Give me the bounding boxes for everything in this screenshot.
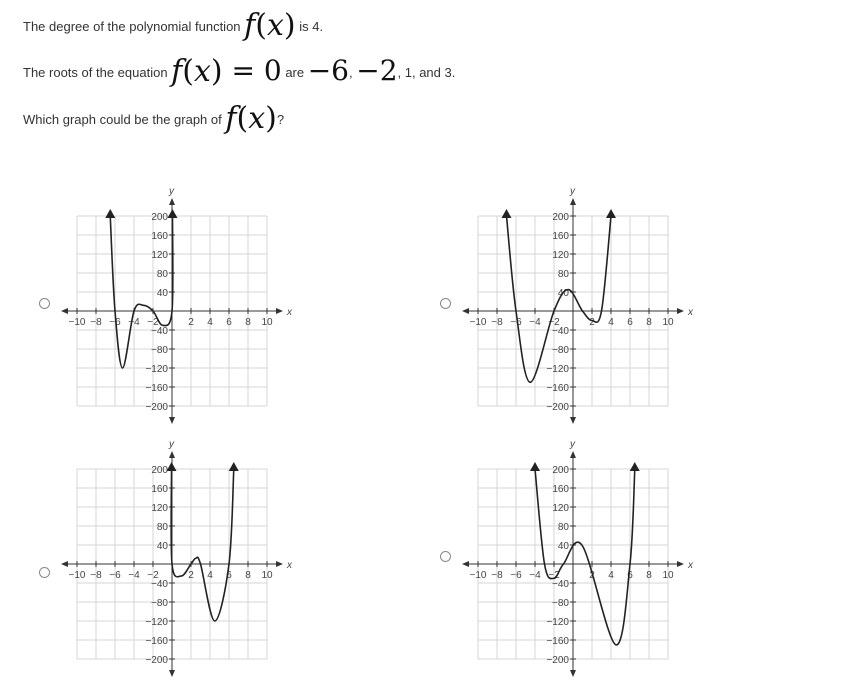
y-tick-label: −80 [552, 345, 569, 356]
curve-arrow-left [105, 209, 115, 218]
y-axis-arrow-up [570, 198, 576, 205]
x-tick-label: 6 [627, 317, 633, 328]
x-tick-label: 8 [646, 570, 652, 581]
x-axis-label: x [287, 307, 292, 318]
y-tick-label: 160 [151, 231, 168, 242]
q2-pre: The roots of the equation [23, 65, 172, 80]
x-tick-label: −10 [68, 570, 86, 581]
x-axis-arrow-right [677, 561, 684, 567]
y-axis-arrow-up [169, 451, 175, 458]
curve-arrow-right [167, 209, 177, 218]
x-tick-label: −4 [128, 317, 140, 328]
y-tick-label: −160 [546, 383, 569, 394]
option-a-radio[interactable] [39, 298, 50, 309]
q3-arg: x [248, 101, 266, 136]
x-tick-label: 4 [207, 317, 213, 328]
y-tick-label: −80 [151, 345, 168, 356]
q2-root2: −2 [356, 54, 398, 87]
curve-arrow-right [630, 462, 640, 471]
option-d-radio[interactable] [440, 551, 451, 562]
y-axis-arrow-down [570, 670, 576, 677]
y-tick-label: −120 [546, 617, 569, 628]
x-tick-label: 10 [662, 317, 674, 328]
curve-arrow-left [167, 462, 177, 471]
y-tick-label: 160 [552, 484, 569, 495]
y-tick-label: 40 [557, 288, 569, 299]
curve-arrow-left [502, 209, 512, 218]
y-tick-label: 200 [552, 212, 569, 223]
x-tick-label: −6 [109, 317, 121, 328]
x-tick-label: 6 [627, 570, 633, 581]
x-tick-label: 2 [589, 570, 595, 581]
y-tick-label: 200 [151, 465, 168, 476]
y-tick-label: 120 [151, 250, 168, 261]
q2-root1: −6 [307, 54, 349, 87]
x-tick-label: −4 [529, 317, 541, 328]
x-tick-label: 2 [188, 317, 194, 328]
y-axis-arrow-down [570, 417, 576, 424]
y-tick-label: −200 [546, 402, 569, 413]
x-tick-label: −8 [491, 317, 503, 328]
y-axis-arrow-up [169, 198, 175, 205]
x-tick-label: 8 [646, 317, 652, 328]
x-tick-label: −8 [491, 570, 503, 581]
x-axis-label: x [688, 307, 693, 318]
x-axis-arrow-left [462, 561, 469, 567]
x-tick-label: −10 [469, 570, 487, 581]
y-tick-label: 40 [156, 288, 168, 299]
y-tick-label: −120 [145, 364, 168, 375]
q1-func: f [244, 8, 256, 43]
graph-option-c [55, 436, 305, 676]
y-tick-label: −200 [546, 655, 569, 666]
x-tick-label: 6 [226, 570, 232, 581]
y-tick-label: 80 [557, 269, 569, 280]
q2-post: , 1, and 3. [397, 65, 456, 80]
curve-arrow-right [229, 462, 239, 471]
y-tick-label: 160 [151, 484, 168, 495]
curve-arrow-right [606, 209, 616, 218]
x-tick-label: −4 [529, 570, 541, 581]
x-tick-label: −2 [548, 570, 560, 581]
x-tick-label: −6 [510, 570, 522, 581]
q1-arg: x [266, 8, 284, 43]
x-tick-label: −10 [68, 317, 86, 328]
y-axis-label: y [570, 439, 575, 450]
option-b-radio[interactable] [440, 298, 451, 309]
graph-option-a [55, 183, 305, 423]
question-line-roots: The roots of the equation f(x) = 0 are −6, −2, 1, and 3. [23, 54, 456, 89]
y-tick-label: −120 [546, 364, 569, 375]
x-axis-arrow-left [462, 308, 469, 314]
x-tick-label: 10 [261, 317, 273, 328]
y-tick-label: −40 [552, 326, 569, 337]
x-axis-label: x [287, 560, 292, 571]
y-tick-label: 120 [151, 503, 168, 514]
x-tick-label: 4 [608, 570, 614, 581]
y-tick-label: −160 [145, 383, 168, 394]
x-tick-label: 2 [188, 570, 194, 581]
q2-func: f [171, 54, 183, 89]
q1-post: is 4. [295, 19, 324, 34]
q3-pre: Which graph could be the graph of [23, 112, 226, 127]
x-tick-label: 6 [226, 317, 232, 328]
y-tick-label: −40 [151, 326, 168, 337]
x-axis-arrow-left [61, 308, 68, 314]
x-tick-label: −4 [128, 570, 140, 581]
y-axis-arrow-down [169, 417, 175, 424]
y-axis-label: y [169, 439, 174, 450]
x-tick-label: −2 [147, 317, 159, 328]
x-tick-label: 8 [245, 570, 251, 581]
x-axis-label: x [688, 560, 693, 571]
x-tick-label: 4 [608, 317, 614, 328]
y-tick-label: 200 [552, 465, 569, 476]
y-tick-label: 200 [151, 212, 168, 223]
q2-eq: = 0 [222, 54, 282, 87]
graph-option-d [456, 436, 706, 676]
x-tick-label: 8 [245, 317, 251, 328]
q3-func: f [225, 101, 237, 136]
y-tick-label: −160 [145, 636, 168, 647]
x-tick-label: −10 [469, 317, 487, 328]
option-c-radio[interactable] [39, 567, 50, 578]
y-tick-label: −80 [552, 598, 569, 609]
y-tick-label: −40 [552, 579, 569, 590]
y-tick-label: −80 [151, 598, 168, 609]
x-tick-label: −6 [510, 317, 522, 328]
q1-pre: The degree of the polynomial function [23, 19, 245, 34]
y-axis-arrow-up [570, 451, 576, 458]
q2-arg: x [193, 54, 211, 89]
x-axis-arrow-right [677, 308, 684, 314]
x-tick-label: 2 [589, 317, 595, 328]
y-tick-label: −160 [546, 636, 569, 647]
curve-arrow-left [530, 462, 540, 471]
x-axis-arrow-right [276, 308, 283, 314]
x-tick-label: −2 [548, 317, 560, 328]
q2-sep: , [349, 65, 357, 80]
y-tick-label: 120 [552, 250, 569, 261]
x-tick-label: 4 [207, 570, 213, 581]
x-tick-label: −6 [109, 570, 121, 581]
y-tick-label: −200 [145, 655, 168, 666]
y-tick-label: −40 [151, 579, 168, 590]
graph-option-b [456, 183, 706, 423]
y-tick-label: 80 [557, 522, 569, 533]
y-tick-label: 160 [552, 231, 569, 242]
y-tick-label: −120 [145, 617, 168, 628]
x-tick-label: −8 [90, 570, 102, 581]
x-tick-label: −8 [90, 317, 102, 328]
x-tick-label: 10 [662, 570, 674, 581]
y-tick-label: 80 [156, 522, 168, 533]
question-line-prompt: Which graph could be the graph of f(x)? [23, 101, 285, 136]
q3-post: ? [276, 112, 285, 127]
x-tick-label: 10 [261, 570, 273, 581]
x-axis-arrow-left [61, 561, 68, 567]
y-axis-arrow-down [169, 670, 175, 677]
y-tick-label: 40 [156, 541, 168, 552]
y-tick-label: 40 [557, 541, 569, 552]
x-tick-label: −2 [147, 570, 159, 581]
q2-mid: are [281, 65, 308, 80]
y-axis-label: y [570, 186, 575, 197]
x-axis-arrow-right [276, 561, 283, 567]
y-tick-label: 120 [552, 503, 569, 514]
y-tick-label: −200 [145, 402, 168, 413]
y-tick-label: 80 [156, 269, 168, 280]
question-line-degree: The degree of the polynomial function f(x) is 4. [23, 8, 324, 43]
y-axis-label: y [169, 186, 174, 197]
